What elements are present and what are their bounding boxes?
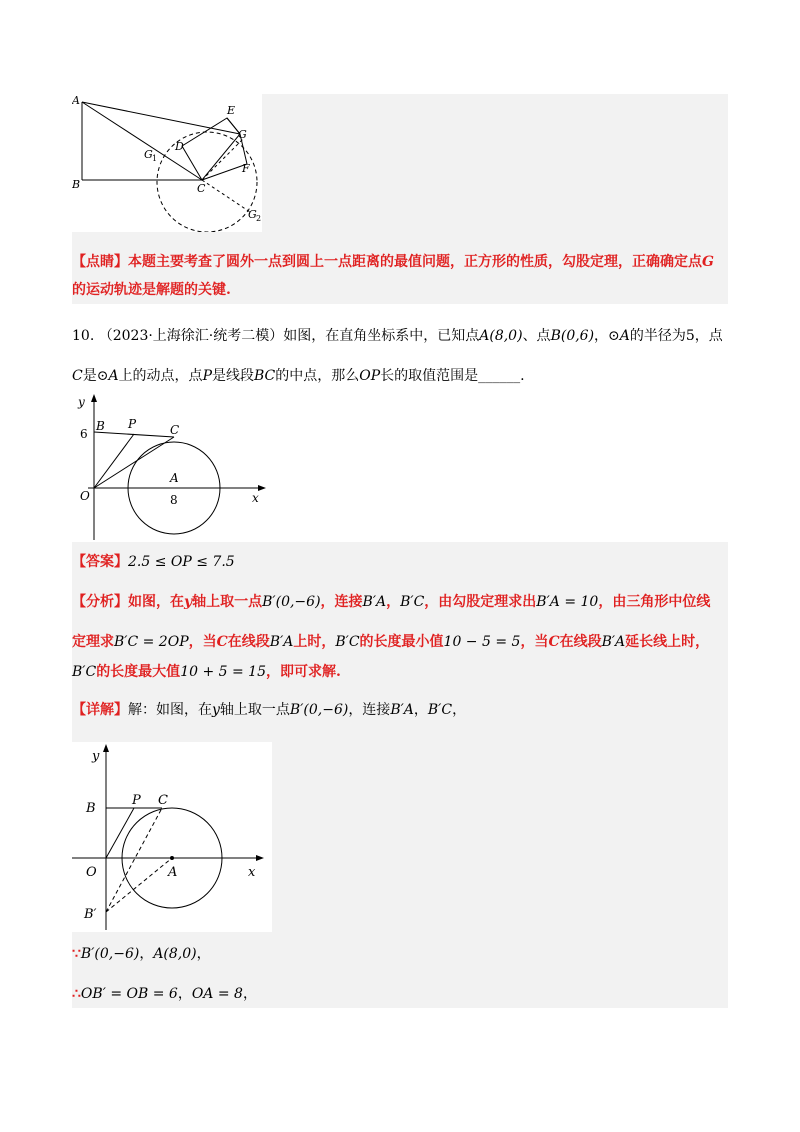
label-C: C — [197, 182, 206, 195]
detail-y: y — [212, 702, 220, 718]
point-b-label: B — [96, 419, 105, 433]
q-op: OP — [359, 368, 381, 384]
detail-d1g: ， — [452, 702, 467, 718]
figure-question — [72, 392, 272, 542]
q-l2-h: 的中点，那么 — [275, 368, 360, 384]
analysis-a1e: ， — [386, 594, 401, 610]
analysis-c1d: ，即可求解. — [266, 664, 341, 680]
analysis-b1a: B′C = 2OP — [114, 634, 189, 650]
label-G: G — [238, 128, 247, 141]
analysis-point: B′(0,−6) — [262, 594, 321, 610]
comment-text-1: 本题主要考查了圆外一点到圆上一点距离的最值问题，正方形的性质，勾股定理，正确确定点 — [128, 254, 702, 270]
analysis-c1c: 10 + 5 = 15 — [180, 664, 266, 680]
detail-d1d: B′A — [390, 702, 414, 718]
therefore-symbol: ∴ — [72, 986, 81, 1002]
point-c-label: C — [170, 423, 180, 437]
analysis-b1n: 延长线上时， — [625, 634, 710, 650]
q-text-3: ， — [594, 328, 609, 344]
comment-line-2 — [72, 280, 231, 300]
analysis-b1h: 的长度最小值 — [359, 634, 444, 650]
step-line-1 — [72, 944, 211, 964]
analysis-a1i: ，由三角形中位线 — [598, 594, 711, 610]
comment-text-2: 的运动轨迹是解题的关键. — [72, 282, 231, 298]
detail-d1f: B′C — [427, 702, 453, 718]
figure-square-circle — [72, 94, 262, 232]
analysis-c1b: 的长度最大值 — [96, 664, 181, 680]
point-p-label: P — [128, 417, 137, 431]
fig3-y-label: y — [92, 749, 100, 764]
analysis-a1c: ，连接 — [320, 594, 363, 610]
label-G1: G — [144, 148, 153, 161]
analysis-b1j: ，当 — [520, 634, 549, 650]
step1-b: ， — [139, 946, 154, 962]
analysis-b1c: C — [216, 634, 228, 650]
label-G2: G — [248, 208, 257, 221]
detail-d1b: 轴上取一点 — [219, 702, 290, 718]
answer-value: 2.5 ≤ OP ≤ 7.5 — [128, 554, 235, 570]
step2-b: ， — [177, 986, 192, 1002]
axis-y-label: y — [78, 395, 85, 409]
point-a-label: A — [170, 471, 179, 485]
tick-six: 6 — [80, 427, 88, 441]
q-l2-j: 长的取值范围是 — [380, 368, 479, 384]
analysis-c1a: B′C — [72, 664, 97, 680]
step2-d: ， — [242, 986, 257, 1002]
q-text-2: 、点 — [522, 328, 551, 344]
q-text-4: 的半径为5，点 — [629, 328, 723, 344]
question-line-1 — [72, 326, 723, 346]
analysis-a1f: B′C — [400, 594, 425, 610]
analysis-a1g: ，由勾股定理求出 — [424, 594, 537, 610]
q-c: C — [72, 368, 83, 384]
analysis-line-1 — [72, 592, 710, 612]
label-D: D — [175, 140, 184, 153]
question-line-2 — [72, 366, 525, 386]
q-circle-a: ⊙A — [608, 328, 630, 344]
fig3-c-label: C — [158, 793, 168, 808]
step2-a: OB′ = OB = 6 — [80, 986, 178, 1002]
because-symbol: ∵ — [72, 946, 81, 962]
q-text-1: 如图，在直角坐标系中，已知点 — [283, 328, 480, 344]
detail-d1e: ， — [413, 702, 428, 718]
detail-line-1 — [72, 700, 466, 720]
step1-a: B′(0,−6) — [80, 946, 140, 962]
q-p: P — [202, 368, 212, 384]
q-blank: ______ — [478, 368, 521, 384]
analysis-line-3 — [72, 662, 341, 682]
detail-tag: 【详解】 — [72, 702, 128, 718]
comment-line-1 — [72, 252, 714, 272]
fig3-b-label: B — [86, 801, 96, 816]
analysis-b1m: B′A — [601, 634, 626, 650]
step1-c: A(8,0) — [153, 946, 197, 962]
analysis-b1f: 上时， — [293, 634, 336, 650]
analysis-b1i: 10 − 5 = 5 — [443, 634, 521, 650]
label-E: E — [227, 104, 236, 117]
detail-d1c: ，连接 — [348, 702, 391, 718]
origin-label: O — [80, 489, 90, 503]
fig3-a-label: A — [168, 865, 178, 880]
step-line-2 — [72, 984, 257, 1004]
q-point-a: A(8,0) — [479, 328, 523, 344]
q-circle-a-2: ⊙A — [96, 368, 119, 384]
fig3-x-label: x — [248, 865, 256, 880]
fig3-p-label: P — [132, 793, 141, 808]
figure-solution — [72, 742, 272, 932]
step2-c: OA = 8 — [191, 986, 243, 1002]
analysis-a1h: B′A = 10 — [536, 594, 599, 610]
axis-x-label: x — [252, 491, 259, 505]
answer-line — [72, 552, 235, 572]
answer-tag: 【答案】 — [72, 554, 128, 570]
q-bc: BC — [253, 368, 276, 384]
q-l2-f: 是线段 — [211, 368, 254, 384]
tick-eight: 8 — [170, 493, 178, 507]
label-G2-sub: 2 — [256, 214, 262, 223]
analysis-a1d: B′A — [362, 594, 387, 610]
analysis-b1g: B′C — [335, 634, 360, 650]
step1-d: ， — [196, 946, 211, 962]
analysis-b1e: B′A — [269, 634, 294, 650]
analysis-tag: 【分析】 — [72, 594, 128, 610]
q-l2-d: 上的动点，点 — [118, 368, 203, 384]
analysis-b1d: 在线段 — [227, 634, 270, 650]
detail-point: B′(0,−6) — [289, 702, 349, 718]
label-G1-sub: 1 — [152, 154, 158, 163]
analysis-a1b: 轴上取一点 — [192, 594, 263, 610]
analysis-b1: 定理求 — [72, 634, 114, 650]
question-number: 10. — [72, 328, 95, 344]
q-l2-b: 是 — [82, 368, 97, 384]
comment-g: G — [702, 254, 714, 270]
question-source: （2023·上海徐汇·统考二模） — [98, 328, 284, 344]
analysis-b1l: 在线段 — [559, 634, 602, 650]
analysis-line-2 — [72, 632, 709, 652]
q-point-b: B(0,6) — [550, 328, 595, 344]
fig3-o-label: O — [86, 865, 97, 880]
label-A: A — [72, 94, 80, 107]
detail-d1: 解：如图，在 — [128, 702, 212, 718]
analysis-b1b: ，当 — [188, 634, 217, 650]
analysis-a1: 如图，在 — [128, 594, 184, 610]
analysis-b1k: C — [548, 634, 560, 650]
analysis-y: y — [184, 594, 193, 610]
label-F: F — [242, 162, 250, 175]
comment-tag: 【点睛】 — [72, 254, 128, 270]
label-B: B — [72, 178, 81, 191]
q-l2-k: . — [520, 368, 525, 384]
fig3-bprime-label: B′ — [84, 907, 97, 922]
